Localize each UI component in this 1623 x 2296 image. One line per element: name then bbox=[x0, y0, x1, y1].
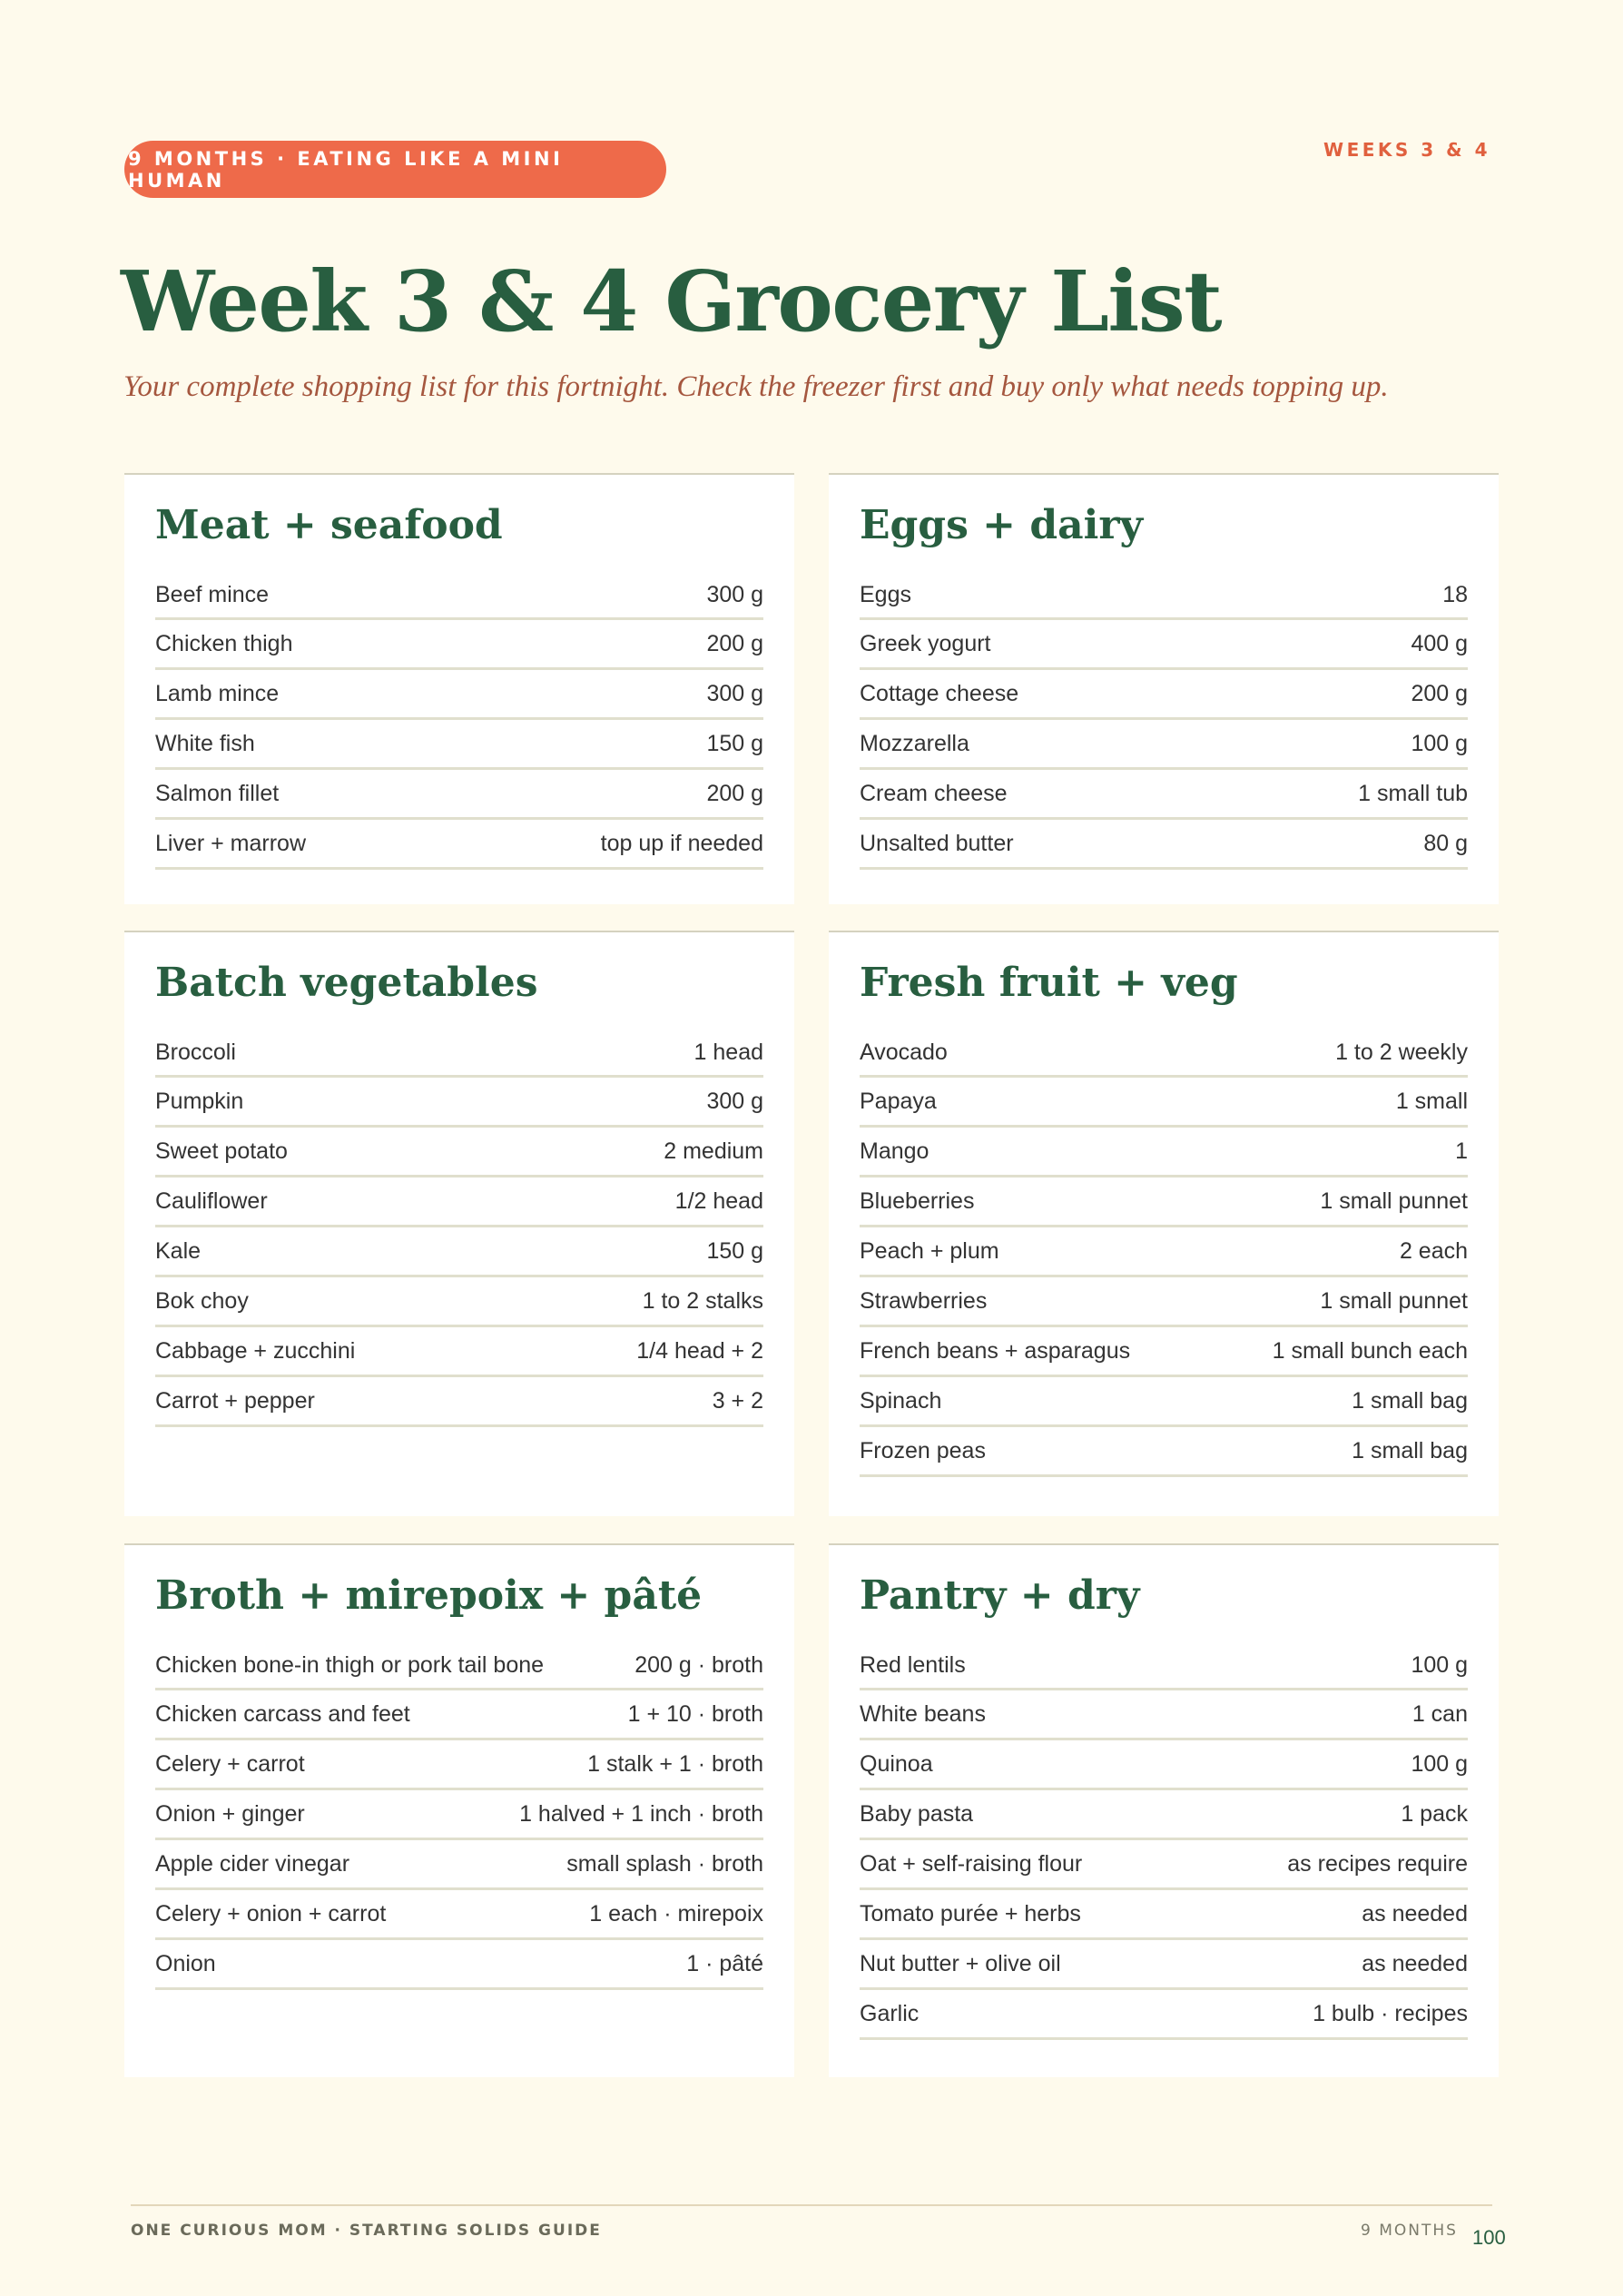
item-quantity: 1 · pâté bbox=[686, 1951, 763, 1977]
item-quantity: as needed bbox=[1362, 1901, 1468, 1927]
list-item bbox=[860, 1078, 1468, 1128]
item-quantity: 200 g bbox=[706, 631, 763, 657]
item-name: White beans bbox=[860, 1701, 986, 1728]
item-quantity: 200 g · broth bbox=[634, 1652, 763, 1679]
item-quantity: 1 small bunch each bbox=[1272, 1338, 1468, 1365]
list-item bbox=[155, 1840, 763, 1890]
item-quantity: 1 to 2 stalks bbox=[642, 1288, 763, 1315]
item-name: Pumpkin bbox=[155, 1089, 244, 1115]
list-item bbox=[860, 1840, 1468, 1890]
item-name: Beef mince bbox=[155, 582, 270, 608]
item-quantity: 3 + 2 bbox=[712, 1388, 763, 1414]
item-quantity: 1 pack bbox=[1401, 1801, 1468, 1828]
item-name: Celery + carrot bbox=[155, 1751, 305, 1778]
list-item bbox=[860, 1030, 1468, 1078]
list-item bbox=[155, 720, 763, 770]
item-name: Chicken thigh bbox=[155, 631, 293, 657]
item-quantity: 300 g bbox=[706, 582, 763, 608]
section-title: Eggs + dairy bbox=[860, 502, 1144, 548]
list-item bbox=[860, 1427, 1468, 1477]
item-quantity: 18 bbox=[1442, 582, 1468, 608]
list-item bbox=[155, 670, 763, 720]
item-name: Lamb mince bbox=[155, 681, 280, 707]
list-item bbox=[155, 1327, 763, 1377]
page-title: Week 3 & 4 Grocery List bbox=[121, 252, 1222, 350]
footer-chapter: 9 MONTHS bbox=[1361, 2222, 1458, 2240]
list-item bbox=[155, 820, 763, 870]
item-name: Oat + self-raising flour bbox=[860, 1851, 1083, 1877]
item-name: Chicken bone-in thigh or pork tail bone bbox=[155, 1652, 545, 1679]
item-quantity: 100 g bbox=[1411, 1751, 1468, 1778]
list-item bbox=[155, 1227, 763, 1277]
section-card bbox=[829, 931, 1499, 1516]
item-quantity: 1 can bbox=[1412, 1701, 1468, 1728]
item-name: Liver + marrow bbox=[155, 831, 307, 857]
chapter-pill: 9 MONTHS · EATING LIKE A MINI HUMAN bbox=[124, 141, 666, 198]
list-item bbox=[155, 1740, 763, 1790]
page-number: 100 bbox=[1472, 2226, 1506, 2249]
item-name: Cabbage + zucchini bbox=[155, 1338, 356, 1365]
item-name: Nut butter + olive oil bbox=[860, 1951, 1061, 1977]
item-name: French beans + asparagus bbox=[860, 1338, 1131, 1365]
item-name: Baby pasta bbox=[860, 1801, 974, 1828]
item-quantity: 1 small bag bbox=[1352, 1388, 1468, 1414]
list-item bbox=[155, 1128, 763, 1178]
item-name: Carrot + pepper bbox=[155, 1388, 315, 1414]
item-quantity: 2 each bbox=[1399, 1238, 1468, 1265]
list-item bbox=[860, 1642, 1468, 1690]
list-item bbox=[155, 1790, 763, 1840]
item-name: Garlic bbox=[860, 2001, 920, 2027]
item-name: Celery + onion + carrot bbox=[155, 1901, 387, 1927]
item-name: White fish bbox=[155, 731, 255, 757]
list-item bbox=[155, 1178, 763, 1227]
list-item bbox=[860, 620, 1468, 670]
item-quantity: as needed bbox=[1362, 1951, 1468, 1977]
item-name: Quinoa bbox=[860, 1751, 933, 1778]
item-name: Apple cider vinegar bbox=[155, 1851, 350, 1877]
item-name: Cauliflower bbox=[155, 1188, 268, 1215]
item-quantity: 80 g bbox=[1423, 831, 1468, 857]
page-subtitle: Your complete shopping list for this fortnight. Check the freezer first and buy only what needs topping up. bbox=[123, 370, 1389, 403]
item-name: Cottage cheese bbox=[860, 681, 1019, 707]
item-name: Spinach bbox=[860, 1388, 942, 1414]
item-quantity: 1 small bbox=[1395, 1089, 1468, 1115]
list-item bbox=[860, 1790, 1468, 1840]
item-quantity: top up if needed bbox=[600, 831, 763, 857]
item-name: Kale bbox=[155, 1238, 202, 1265]
section-title: Broth + mirepoix + pâté bbox=[155, 1572, 703, 1619]
list-item bbox=[860, 770, 1468, 820]
item-name: Avocado bbox=[860, 1040, 948, 1066]
item-quantity: 1 small punnet bbox=[1320, 1188, 1468, 1215]
section-title: Meat + seafood bbox=[155, 502, 503, 548]
list-item bbox=[860, 1740, 1468, 1790]
item-name: Mozzarella bbox=[860, 731, 969, 757]
list-item bbox=[860, 820, 1468, 870]
item-name: Cream cheese bbox=[860, 781, 1008, 807]
list-item bbox=[860, 572, 1468, 620]
item-quantity: 2 medium bbox=[664, 1138, 763, 1165]
footer-guide-title: ONE CURIOUS MOM · STARTING SOLIDS GUIDE bbox=[131, 2222, 602, 2240]
week-tag: WEEKS 3 & 4 bbox=[1323, 139, 1490, 161]
section-title: Fresh fruit + veg bbox=[860, 960, 1238, 1006]
item-quantity: as recipes require bbox=[1287, 1851, 1468, 1877]
item-name: Onion + ginger bbox=[155, 1801, 305, 1828]
item-quantity: 1 + 10 · broth bbox=[627, 1701, 763, 1728]
list-item bbox=[155, 1940, 763, 1990]
item-quantity: 300 g bbox=[706, 681, 763, 707]
item-name: Broccoli bbox=[155, 1040, 236, 1066]
list-item bbox=[155, 620, 763, 670]
section-title: Pantry + dry bbox=[860, 1572, 1140, 1619]
list-item bbox=[860, 670, 1468, 720]
section-card bbox=[124, 931, 794, 1516]
list-item bbox=[155, 1078, 763, 1128]
section-card bbox=[124, 1543, 794, 2077]
list-item bbox=[155, 572, 763, 620]
item-name: Frozen peas bbox=[860, 1438, 986, 1464]
item-quantity: 1 each · mirepoix bbox=[589, 1901, 763, 1927]
item-quantity: 400 g bbox=[1411, 631, 1468, 657]
item-quantity: 1 small punnet bbox=[1320, 1288, 1468, 1315]
item-quantity: 1 bbox=[1455, 1138, 1468, 1165]
item-name: Red lentils bbox=[860, 1652, 966, 1679]
item-name: Peach + plum bbox=[860, 1238, 999, 1265]
item-name: Greek yogurt bbox=[860, 631, 991, 657]
item-quantity: 200 g bbox=[1411, 681, 1468, 707]
list-item bbox=[860, 1277, 1468, 1327]
list-item bbox=[860, 1377, 1468, 1427]
item-quantity: 100 g bbox=[1411, 731, 1468, 757]
item-name: Onion bbox=[155, 1951, 216, 1977]
list-item bbox=[155, 1377, 763, 1427]
list-item bbox=[860, 1178, 1468, 1227]
item-quantity: 1 stalk + 1 · broth bbox=[587, 1751, 763, 1778]
list-item bbox=[860, 720, 1468, 770]
item-name: Bok choy bbox=[155, 1288, 249, 1315]
item-name: Eggs bbox=[860, 582, 911, 608]
item-name: Mango bbox=[860, 1138, 930, 1165]
list-item bbox=[860, 1327, 1468, 1377]
list-item bbox=[155, 1030, 763, 1078]
item-name: Unsalted butter bbox=[860, 831, 1014, 857]
section-card bbox=[124, 473, 794, 904]
list-item bbox=[860, 1990, 1468, 2040]
item-name: Papaya bbox=[860, 1089, 937, 1115]
list-item bbox=[860, 1690, 1468, 1740]
item-quantity: small splash · broth bbox=[566, 1851, 763, 1877]
item-quantity: 150 g bbox=[706, 1238, 763, 1265]
list-item bbox=[155, 1890, 763, 1940]
item-name: Blueberries bbox=[860, 1188, 975, 1215]
item-quantity: 100 g bbox=[1411, 1652, 1468, 1679]
item-name: Strawberries bbox=[860, 1288, 988, 1315]
list-item bbox=[155, 1277, 763, 1327]
item-quantity: 1 halved + 1 inch · broth bbox=[519, 1801, 763, 1828]
section-card bbox=[829, 473, 1499, 904]
list-item bbox=[860, 1128, 1468, 1178]
item-quantity: 1 small tub bbox=[1358, 781, 1468, 807]
list-item bbox=[860, 1890, 1468, 1940]
item-quantity: 200 g bbox=[706, 781, 763, 807]
item-quantity: 1 small bag bbox=[1352, 1438, 1468, 1464]
footer-divider bbox=[131, 2204, 1492, 2206]
item-quantity: 1/2 head bbox=[674, 1188, 763, 1215]
list-item bbox=[155, 1642, 763, 1690]
list-item bbox=[860, 1940, 1468, 1990]
item-name: Salmon fillet bbox=[155, 781, 280, 807]
item-name: Chicken carcass and feet bbox=[155, 1701, 410, 1728]
item-name: Tomato purée + herbs bbox=[860, 1901, 1081, 1927]
section-card bbox=[829, 1543, 1499, 2077]
item-quantity: 1 bulb · recipes bbox=[1313, 2001, 1468, 2027]
item-quantity: 1 to 2 weekly bbox=[1335, 1040, 1468, 1066]
item-quantity: 1/4 head + 2 bbox=[636, 1338, 763, 1365]
section-title: Batch vegetables bbox=[155, 960, 538, 1006]
list-item bbox=[155, 1690, 763, 1740]
list-item bbox=[860, 1227, 1468, 1277]
item-quantity: 300 g bbox=[706, 1089, 763, 1115]
item-quantity: 150 g bbox=[706, 731, 763, 757]
item-name: Sweet potato bbox=[155, 1138, 288, 1165]
list-item bbox=[155, 770, 763, 820]
item-quantity: 1 head bbox=[693, 1040, 763, 1066]
